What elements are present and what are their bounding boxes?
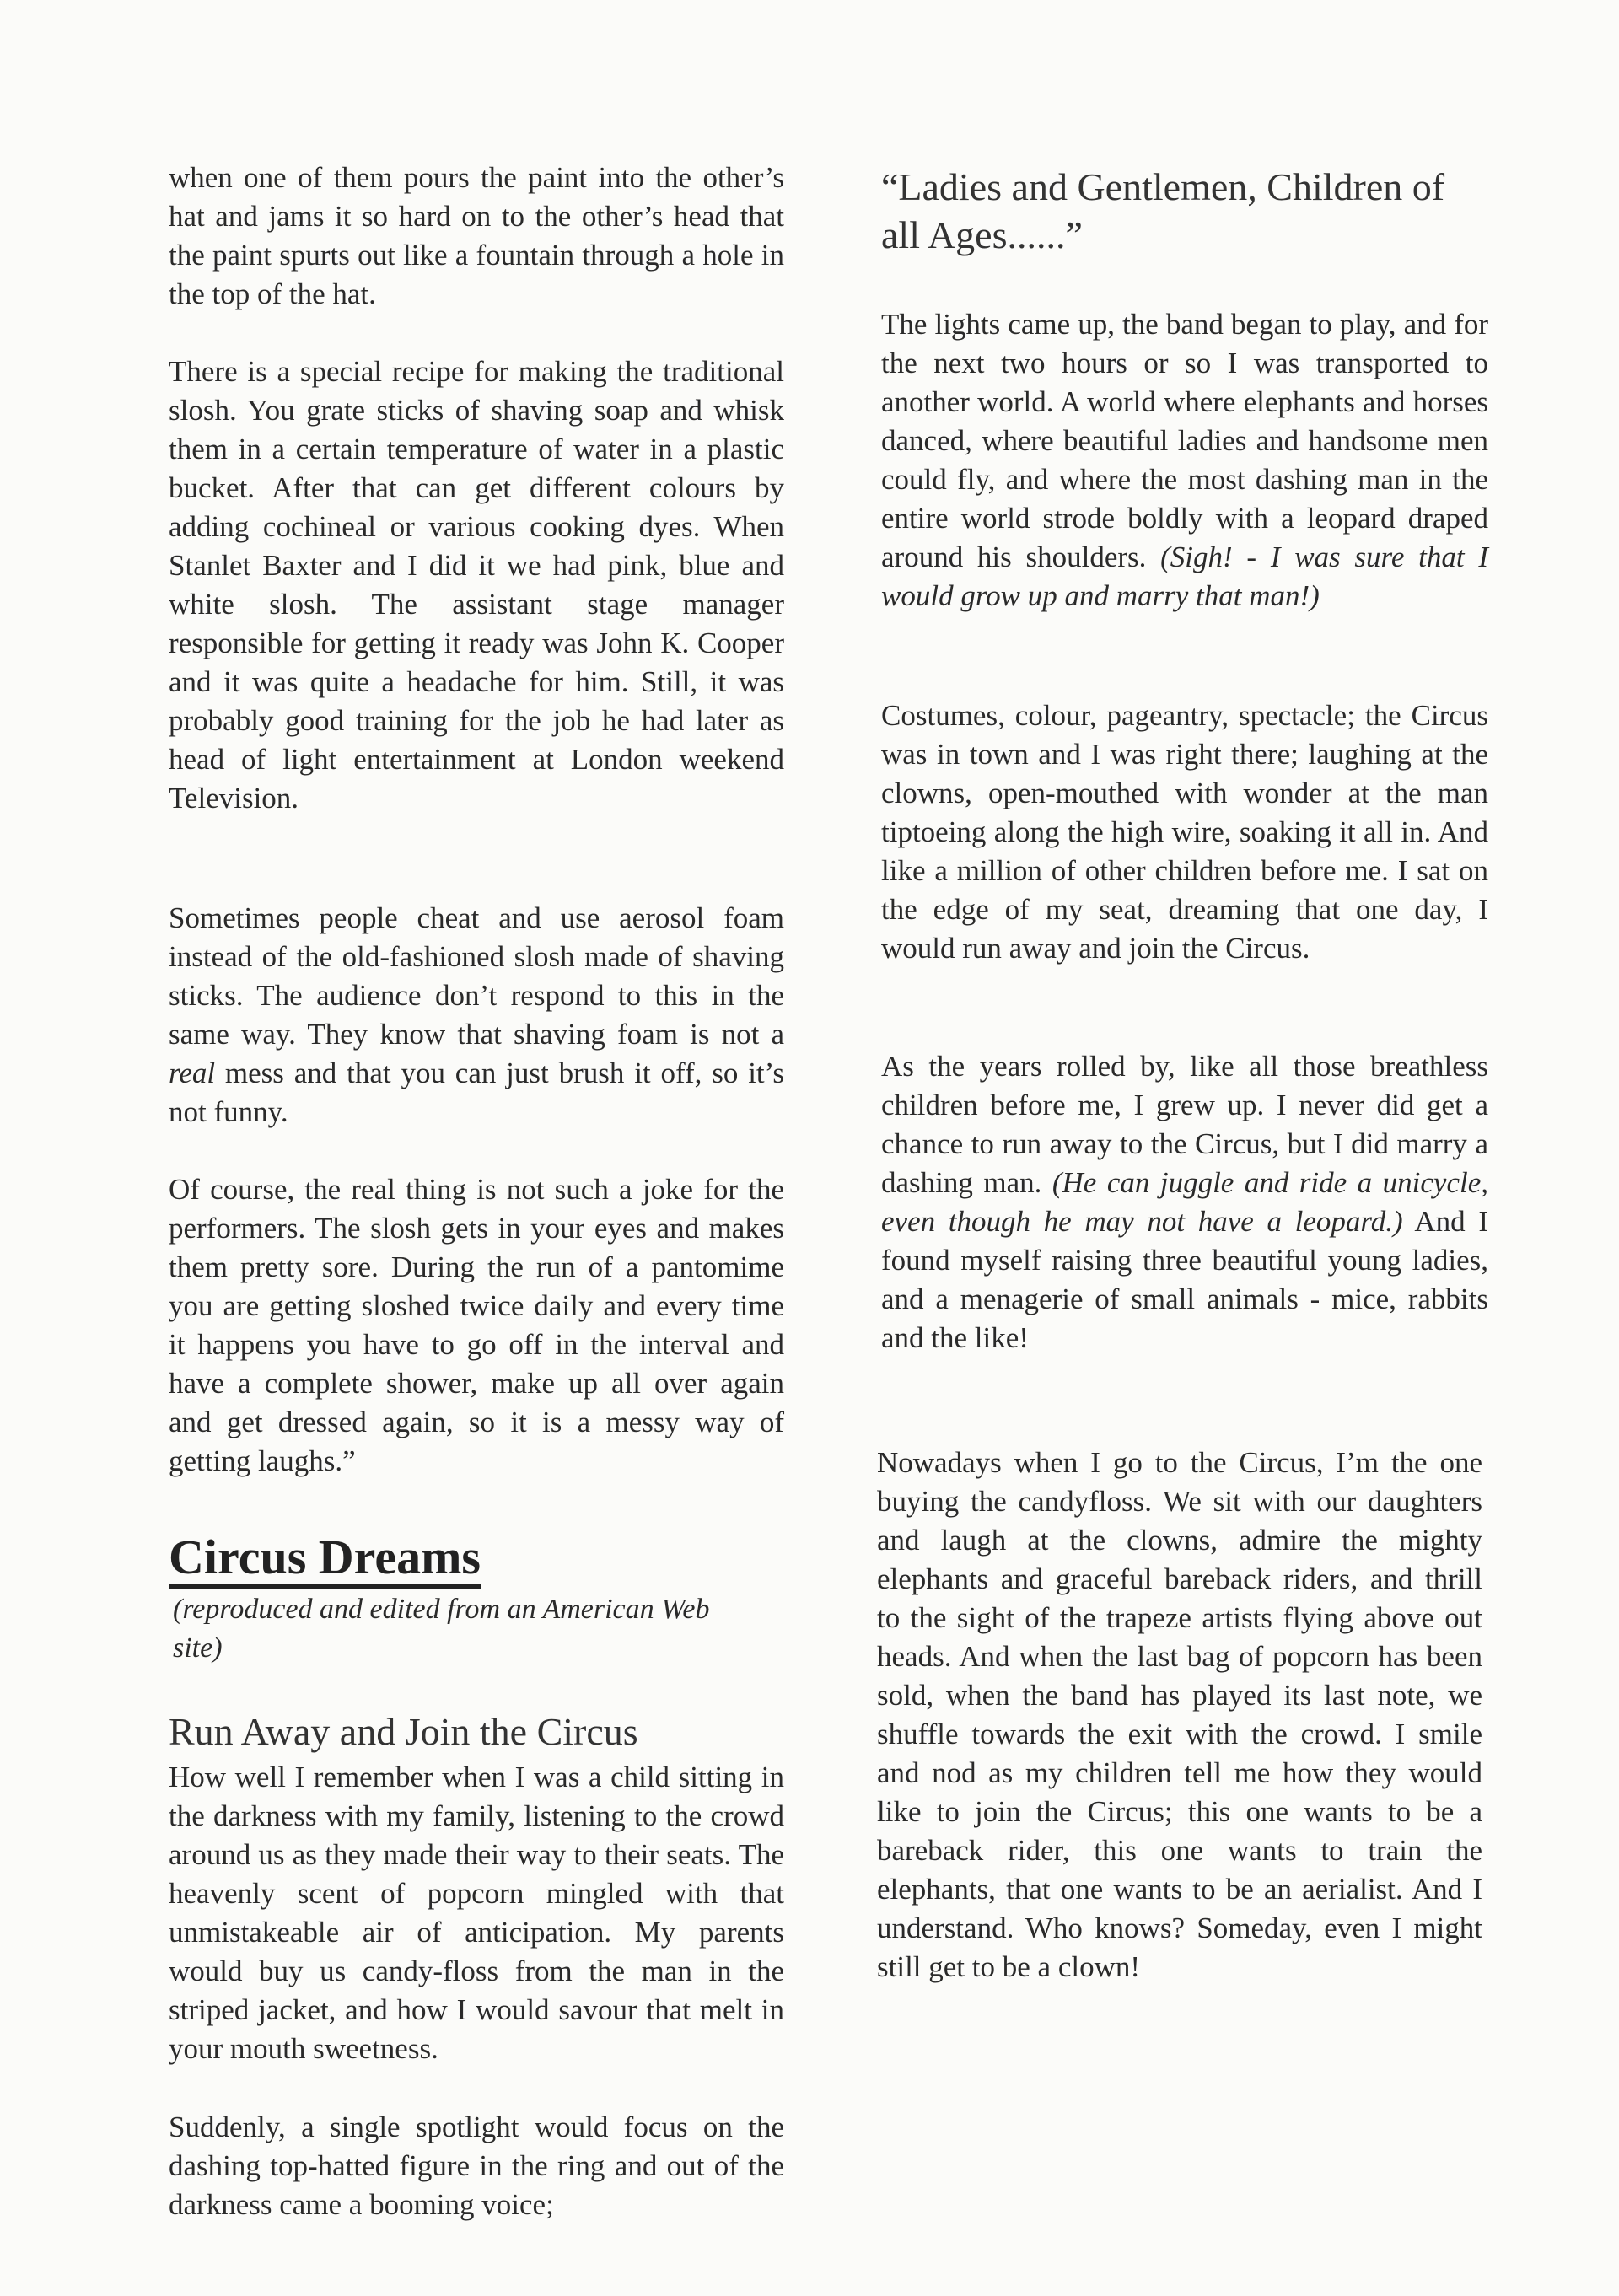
heading-ladies-gentlemen: “Ladies and Gentlemen, Children of all Ages......” <box>881 165 1445 256</box>
subheading-run-away: Run Away and Join the Circus <box>169 1710 638 1753</box>
section-heading-wrap <box>169 1530 784 1589</box>
paragraph-lights <box>881 305 1488 616</box>
paragraph-performers: Of course, the real thing is not such a joke for the performers. The slosh gets in your eyes and makes them pretty sore. During the run of a pantomime you are getting sloshed twice daily and every time it happens you have to go off in the interval and have a complete shower, make up all over again and get dressed again, so it is a messy way of getting laughs.” <box>169 1173 784 1477</box>
paragraph-costumes: Costumes, colour, pageantry, spectacle; the Circus was in town and I was right there; laughing at the clowns, open-mouthed with wonder at the man tiptoeing along the high wire, soaking it all in. And like a million of other children before me. I sat on the edge of my seat, dreaming that one day, I would run away and join the Circus. <box>881 699 1488 965</box>
paragraph-spotlight: Suddenly, a single spotlight would focus on the dashing top-hatted figure in the ring and out of the darkness came a booming voice; <box>169 2110 784 2221</box>
aside: (He can juggle and ride a unicycle, even though he may not have a leopard.) <box>881 1166 1489 1238</box>
paragraph-nowadays: Nowadays when I go to the Circus, I’m the one buying the candyfloss. We sit with our daughters and laugh at the clowns, admire the mighty elephants and graceful bareback riders, and thrill to the sight of the trapeze artists flying above out heads. And when the last bag of popcorn has been sold, when the band has played its last note, we shuffle towards the exit with the crowd. I smile and nod as my children tell me how they would like to join the Circus; this one wants to be a bareback rider, this one wants to train the elephants, that one wants to be an aerialist. And I understand. Who knows? Someday, even I might still get to be a clown! <box>877 1446 1482 1983</box>
text: And I found myself raising three beautiful young ladies, and a menagerie of small animals - mice, rabbits and the like! <box>881 1205 1488 1354</box>
paragraph-slosh-intro: when one of them pours the paint into the other’s hat and jams it so hard on to the other’s head that the paint spurts out like a fountain through a hole in the top of the hat. <box>169 161 784 310</box>
paragraph-slosh-recipe: There is a special recipe for making the traditional slosh. You grate sticks of shaving soap and whisk them in a certain temperature of water in a plastic bucket. After that can get different colours by adding cochineal or various cooking dyes. When Stanlet Baxter and I did it we had pink, blue and white slosh. The assistant stage manager responsible for getting it ready was John K. Cooper and it was quite a headache for him. Still, it was probably good training for the job he had later as head of light entertainment at London weekend Television. <box>169 355 784 815</box>
text: mess and that you can just brush it off, so it’s not funny. <box>169 1057 784 1128</box>
emphasis: real <box>169 1057 216 1089</box>
text: Sometimes people cheat and use aerosol foam instead of the old-fashioned slosh made of shaving sticks. The audience don’t respond to this in the same way. They know that shaving foam is not a <box>169 901 784 1051</box>
paragraph-aerosol-foam <box>169 899 784 1132</box>
paragraph-remember: How well I remember when I was a child sitting in the darkness with my family, listening to the crowd around us as they made their way to their seats. The heavenly scent of popcorn mingled with that unmistakeable air of anticipation. My parents would buy us candy-floss from the man in the striped jacket, and how I would savour that melt in your mouth sweetness. <box>169 1761 784 2065</box>
heading-circus-dreams: Circus Dreams <box>169 1530 481 1589</box>
source-note: (reproduced and edited from an American Web site) <box>173 1594 710 1664</box>
text: As the years rolled by, like all those breathless children before me, I grew up. I never did get a chance to run away to the Circus, but I did marry a dashing man. <box>881 1050 1488 1199</box>
text: The lights came up, the band began to play, and for the next two hours or so I was transported to another world. A world where elephants and horses danced, where beautiful ladies and handsome men could fly, and where the most dashing man in the entire world strode boldly with a leopard draped around his shoulders. <box>881 308 1488 573</box>
paragraph-years <box>881 1047 1488 1358</box>
aside: (Sigh! - I was sure that I would grow up and marry that man!) <box>881 540 1488 612</box>
